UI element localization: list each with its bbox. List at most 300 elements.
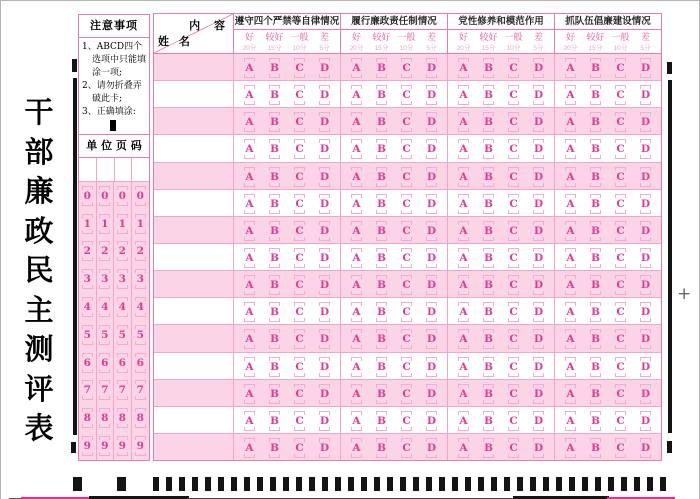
option-bubble-A[interactable]: A (352, 252, 361, 265)
option-bubble-B[interactable]: B (270, 197, 279, 210)
option-bubble-D[interactable]: D (640, 197, 651, 210)
option-bubble-B[interactable]: B (591, 170, 600, 183)
digit-bubble-5[interactable]: 5 (101, 328, 109, 341)
option-bubble-C[interactable]: C (616, 360, 625, 373)
option-bubble-B[interactable]: B (591, 414, 600, 427)
unit-page-write-cell[interactable] (79, 158, 97, 181)
option-bubble-D[interactable]: D (533, 116, 544, 129)
option-bubble-D[interactable]: D (426, 442, 437, 455)
option-bubble-D[interactable]: D (426, 224, 437, 237)
option-bubble-B[interactable]: B (270, 360, 279, 373)
option-bubble-C[interactable]: C (509, 224, 518, 237)
option-bubble-A[interactable]: A (459, 333, 468, 346)
option-bubble-A[interactable]: A (352, 89, 361, 102)
option-bubble-C[interactable]: C (295, 333, 304, 346)
option-bubble-A[interactable]: A (459, 116, 468, 129)
option-bubble-D[interactable]: D (640, 442, 651, 455)
option-bubble-A[interactable]: A (245, 252, 254, 265)
option-bubble-C[interactable]: C (509, 333, 518, 346)
option-bubble-C[interactable]: C (616, 414, 625, 427)
option-bubble-B[interactable]: B (377, 414, 386, 427)
option-bubble-B[interactable]: B (591, 89, 600, 102)
option-bubble-A[interactable]: A (352, 116, 361, 129)
option-bubble-B[interactable]: B (377, 224, 386, 237)
option-bubble-A[interactable]: A (566, 442, 575, 455)
option-bubble-B[interactable]: B (270, 89, 279, 102)
option-bubble-B[interactable]: B (484, 306, 493, 319)
option-bubble-A[interactable]: A (566, 224, 575, 237)
option-bubble-B[interactable]: B (270, 333, 279, 346)
option-bubble-A[interactable]: A (245, 442, 254, 455)
option-bubble-C[interactable]: C (402, 143, 411, 156)
option-bubble-B[interactable]: B (270, 306, 279, 319)
option-bubble-C[interactable]: C (295, 306, 304, 319)
option-bubble-A[interactable]: A (459, 224, 468, 237)
option-bubble-D[interactable]: D (640, 89, 651, 102)
option-bubble-A[interactable]: A (245, 197, 254, 210)
digit-bubble-4[interactable]: 4 (118, 301, 126, 314)
option-bubble-A[interactable]: A (459, 279, 468, 292)
option-bubble-A[interactable]: A (566, 252, 575, 265)
option-bubble-D[interactable]: D (640, 414, 651, 427)
option-bubble-B[interactable]: B (484, 333, 493, 346)
option-bubble-A[interactable]: A (352, 306, 361, 319)
option-bubble-C[interactable]: C (509, 143, 518, 156)
option-bubble-A[interactable]: A (245, 333, 254, 346)
name-input-cell[interactable] (154, 135, 234, 161)
option-bubble-A[interactable]: A (245, 143, 254, 156)
option-bubble-D[interactable]: D (319, 442, 330, 455)
name-input-cell[interactable] (154, 81, 234, 107)
option-bubble-D[interactable]: D (533, 333, 544, 346)
option-bubble-B[interactable]: B (591, 360, 600, 373)
name-input-cell[interactable] (154, 380, 234, 406)
digit-bubble-4[interactable]: 4 (83, 301, 91, 314)
option-bubble-B[interactable]: B (484, 197, 493, 210)
option-bubble-D[interactable]: D (319, 306, 330, 319)
option-bubble-B[interactable]: B (484, 62, 493, 75)
digit-bubble-9[interactable]: 9 (83, 440, 91, 453)
option-bubble-C[interactable]: C (616, 143, 625, 156)
digit-bubble-2[interactable]: 2 (101, 245, 109, 258)
option-bubble-C[interactable]: C (616, 197, 625, 210)
option-bubble-C[interactable]: C (402, 116, 411, 129)
digit-bubble-6[interactable]: 6 (101, 356, 109, 369)
option-bubble-A[interactable]: A (352, 62, 361, 75)
option-bubble-D[interactable]: D (426, 333, 437, 346)
option-bubble-A[interactable]: A (459, 306, 468, 319)
digit-bubble-7[interactable]: 7 (83, 384, 91, 397)
option-bubble-D[interactable]: D (640, 387, 651, 400)
option-bubble-A[interactable]: A (459, 89, 468, 102)
option-bubble-C[interactable]: C (509, 360, 518, 373)
option-bubble-D[interactable]: D (319, 170, 330, 183)
option-bubble-D[interactable]: D (640, 62, 651, 75)
option-bubble-D[interactable]: D (640, 360, 651, 373)
option-bubble-A[interactable]: A (352, 170, 361, 183)
digit-bubble-8[interactable]: 8 (136, 412, 144, 425)
option-bubble-A[interactable]: A (566, 279, 575, 292)
option-bubble-D[interactable]: D (533, 387, 544, 400)
digit-bubble-0[interactable]: 0 (136, 189, 144, 202)
option-bubble-C[interactable]: C (616, 170, 625, 183)
option-bubble-A[interactable]: A (245, 62, 254, 75)
option-bubble-B[interactable]: B (270, 387, 279, 400)
option-bubble-B[interactable]: B (484, 414, 493, 427)
option-bubble-C[interactable]: C (509, 62, 518, 75)
option-bubble-A[interactable]: A (352, 224, 361, 237)
option-bubble-A[interactable]: A (566, 116, 575, 129)
option-bubble-B[interactable]: B (484, 387, 493, 400)
option-bubble-A[interactable]: A (245, 116, 254, 129)
option-bubble-D[interactable]: D (426, 89, 437, 102)
option-bubble-B[interactable]: B (484, 89, 493, 102)
option-bubble-B[interactable]: B (270, 170, 279, 183)
option-bubble-C[interactable]: C (402, 252, 411, 265)
option-bubble-D[interactable]: D (426, 143, 437, 156)
option-bubble-C[interactable]: C (295, 224, 304, 237)
option-bubble-D[interactable]: D (319, 387, 330, 400)
option-bubble-D[interactable]: D (533, 197, 544, 210)
option-bubble-A[interactable]: A (352, 387, 361, 400)
option-bubble-C[interactable]: C (616, 116, 625, 129)
option-bubble-D[interactable]: D (640, 333, 651, 346)
option-bubble-B[interactable]: B (270, 252, 279, 265)
option-bubble-A[interactable]: A (566, 143, 575, 156)
unit-page-write-cell[interactable] (132, 158, 149, 181)
option-bubble-A[interactable]: A (459, 360, 468, 373)
option-bubble-D[interactable]: D (640, 224, 651, 237)
digit-bubble-1[interactable]: 1 (136, 217, 144, 230)
option-bubble-C[interactable]: C (295, 387, 304, 400)
option-bubble-D[interactable]: D (533, 89, 544, 102)
option-bubble-C[interactable]: C (616, 89, 625, 102)
option-bubble-B[interactable]: B (591, 62, 600, 75)
option-bubble-D[interactable]: D (533, 442, 544, 455)
digit-bubble-3[interactable]: 3 (101, 273, 109, 286)
option-bubble-A[interactable]: A (459, 387, 468, 400)
option-bubble-B[interactable]: B (377, 62, 386, 75)
option-bubble-D[interactable]: D (533, 252, 544, 265)
option-bubble-C[interactable]: C (616, 279, 625, 292)
option-bubble-B[interactable]: B (377, 360, 386, 373)
option-bubble-D[interactable]: D (319, 252, 330, 265)
option-bubble-D[interactable]: D (640, 170, 651, 183)
unit-page-write-cell[interactable] (97, 158, 115, 181)
digit-bubble-7[interactable]: 7 (136, 384, 144, 397)
option-bubble-B[interactable]: B (591, 224, 600, 237)
option-bubble-A[interactable]: A (245, 387, 254, 400)
digit-bubble-7[interactable]: 7 (118, 384, 126, 397)
option-bubble-B[interactable]: B (270, 442, 279, 455)
option-bubble-B[interactable]: B (591, 116, 600, 129)
option-bubble-D[interactable]: D (533, 62, 544, 75)
unit-page-write-cell[interactable] (115, 158, 133, 181)
option-bubble-A[interactable]: A (566, 89, 575, 102)
option-bubble-C[interactable]: C (295, 442, 304, 455)
option-bubble-D[interactable]: D (640, 306, 651, 319)
option-bubble-D[interactable]: D (640, 116, 651, 129)
option-bubble-C[interactable]: C (402, 387, 411, 400)
name-input-cell[interactable] (154, 325, 234, 351)
name-input-cell[interactable] (154, 244, 234, 270)
option-bubble-A[interactable]: A (352, 279, 361, 292)
option-bubble-C[interactable]: C (509, 387, 518, 400)
option-bubble-A[interactable]: A (352, 414, 361, 427)
option-bubble-A[interactable]: A (459, 62, 468, 75)
option-bubble-A[interactable]: A (566, 306, 575, 319)
option-bubble-D[interactable]: D (426, 62, 437, 75)
option-bubble-B[interactable]: B (377, 333, 386, 346)
option-bubble-A[interactable]: A (459, 414, 468, 427)
option-bubble-D[interactable]: D (533, 306, 544, 319)
option-bubble-C[interactable]: C (402, 360, 411, 373)
option-bubble-A[interactable]: A (352, 442, 361, 455)
option-bubble-C[interactable]: C (295, 62, 304, 75)
option-bubble-A[interactable]: A (459, 170, 468, 183)
option-bubble-C[interactable]: C (509, 279, 518, 292)
option-bubble-B[interactable]: B (484, 279, 493, 292)
option-bubble-D[interactable]: D (426, 279, 437, 292)
option-bubble-A[interactable]: A (245, 224, 254, 237)
digit-bubble-6[interactable]: 6 (136, 356, 144, 369)
option-bubble-A[interactable]: A (459, 252, 468, 265)
option-bubble-A[interactable]: A (352, 333, 361, 346)
option-bubble-C[interactable]: C (295, 279, 304, 292)
option-bubble-C[interactable]: C (295, 360, 304, 373)
digit-bubble-9[interactable]: 9 (118, 440, 126, 453)
option-bubble-B[interactable]: B (484, 224, 493, 237)
digit-bubble-8[interactable]: 8 (101, 412, 109, 425)
option-bubble-D[interactable]: D (319, 116, 330, 129)
option-bubble-B[interactable]: B (270, 62, 279, 75)
option-bubble-A[interactable]: A (566, 414, 575, 427)
digit-bubble-5[interactable]: 5 (136, 328, 144, 341)
name-input-cell[interactable] (154, 163, 234, 189)
option-bubble-B[interactable]: B (484, 116, 493, 129)
option-bubble-C[interactable]: C (402, 333, 411, 346)
name-input-cell[interactable] (154, 407, 234, 433)
option-bubble-B[interactable]: B (270, 143, 279, 156)
option-bubble-B[interactable]: B (591, 333, 600, 346)
option-bubble-C[interactable]: C (509, 252, 518, 265)
digit-bubble-3[interactable]: 3 (136, 273, 144, 286)
option-bubble-C[interactable]: C (616, 224, 625, 237)
option-bubble-A[interactable]: A (566, 197, 575, 210)
option-bubble-D[interactable]: D (426, 170, 437, 183)
option-bubble-C[interactable]: C (616, 387, 625, 400)
digit-bubble-4[interactable]: 4 (101, 301, 109, 314)
option-bubble-D[interactable]: D (426, 197, 437, 210)
option-bubble-D[interactable]: D (426, 360, 437, 373)
option-bubble-D[interactable]: D (319, 414, 330, 427)
option-bubble-A[interactable]: A (245, 279, 254, 292)
option-bubble-A[interactable]: A (245, 360, 254, 373)
option-bubble-B[interactable]: B (591, 143, 600, 156)
option-bubble-B[interactable]: B (591, 197, 600, 210)
option-bubble-C[interactable]: C (616, 333, 625, 346)
option-bubble-B[interactable]: B (484, 360, 493, 373)
digit-bubble-8[interactable]: 8 (118, 412, 126, 425)
option-bubble-B[interactable]: B (377, 170, 386, 183)
digit-bubble-3[interactable]: 3 (83, 273, 91, 286)
option-bubble-C[interactable]: C (616, 252, 625, 265)
option-bubble-C[interactable]: C (402, 62, 411, 75)
digit-bubble-1[interactable]: 1 (101, 217, 109, 230)
digit-bubble-3[interactable]: 3 (118, 273, 126, 286)
option-bubble-A[interactable]: A (352, 197, 361, 210)
option-bubble-D[interactable]: D (533, 224, 544, 237)
option-bubble-B[interactable]: B (270, 116, 279, 129)
option-bubble-B[interactable]: B (591, 442, 600, 455)
option-bubble-A[interactable]: A (566, 333, 575, 346)
option-bubble-B[interactable]: B (484, 143, 493, 156)
name-input-cell[interactable] (154, 108, 234, 134)
option-bubble-B[interactable]: B (484, 442, 493, 455)
option-bubble-B[interactable]: B (377, 143, 386, 156)
option-bubble-A[interactable]: A (352, 360, 361, 373)
digit-bubble-7[interactable]: 7 (101, 384, 109, 397)
digit-bubble-2[interactable]: 2 (118, 245, 126, 258)
option-bubble-B[interactable]: B (377, 442, 386, 455)
option-bubble-B[interactable]: B (377, 116, 386, 129)
option-bubble-C[interactable]: C (402, 170, 411, 183)
digit-bubble-4[interactable]: 4 (136, 301, 144, 314)
name-input-cell[interactable] (154, 434, 234, 460)
option-bubble-B[interactable]: B (270, 279, 279, 292)
option-bubble-B[interactable]: B (591, 387, 600, 400)
option-bubble-B[interactable]: B (591, 279, 600, 292)
option-bubble-A[interactable]: A (459, 143, 468, 156)
option-bubble-C[interactable]: C (402, 279, 411, 292)
option-bubble-A[interactable]: A (459, 197, 468, 210)
digit-bubble-6[interactable]: 6 (83, 356, 91, 369)
option-bubble-C[interactable]: C (402, 414, 411, 427)
option-bubble-D[interactable]: D (319, 333, 330, 346)
digit-bubble-6[interactable]: 6 (118, 356, 126, 369)
option-bubble-B[interactable]: B (484, 170, 493, 183)
option-bubble-D[interactable]: D (319, 197, 330, 210)
option-bubble-C[interactable]: C (616, 62, 625, 75)
option-bubble-B[interactable]: B (377, 306, 386, 319)
option-bubble-D[interactable]: D (533, 279, 544, 292)
option-bubble-D[interactable]: D (533, 143, 544, 156)
option-bubble-C[interactable]: C (509, 442, 518, 455)
option-bubble-D[interactable]: D (640, 252, 651, 265)
option-bubble-C[interactable]: C (295, 414, 304, 427)
option-bubble-D[interactable]: D (426, 306, 437, 319)
option-bubble-C[interactable]: C (616, 306, 625, 319)
option-bubble-B[interactable]: B (377, 279, 386, 292)
option-bubble-B[interactable]: B (377, 252, 386, 265)
option-bubble-C[interactable]: C (295, 252, 304, 265)
option-bubble-B[interactable]: B (591, 306, 600, 319)
option-bubble-A[interactable]: A (352, 143, 361, 156)
option-bubble-D[interactable]: D (319, 89, 330, 102)
option-bubble-D[interactable]: D (533, 360, 544, 373)
name-input-cell[interactable] (154, 353, 234, 379)
option-bubble-D[interactable]: D (319, 62, 330, 75)
digit-bubble-9[interactable]: 9 (136, 440, 144, 453)
digit-bubble-2[interactable]: 2 (83, 245, 91, 258)
option-bubble-A[interactable]: A (245, 89, 254, 102)
option-bubble-C[interactable]: C (509, 306, 518, 319)
digit-bubble-5[interactable]: 5 (118, 328, 126, 341)
option-bubble-D[interactable]: D (319, 224, 330, 237)
digit-bubble-0[interactable]: 0 (101, 189, 109, 202)
digit-bubble-2[interactable]: 2 (136, 245, 144, 258)
option-bubble-C[interactable]: C (295, 89, 304, 102)
option-bubble-C[interactable]: C (402, 197, 411, 210)
option-bubble-B[interactable]: B (377, 197, 386, 210)
name-input-cell[interactable] (154, 271, 234, 297)
option-bubble-D[interactable]: D (533, 170, 544, 183)
option-bubble-C[interactable]: C (509, 197, 518, 210)
option-bubble-C[interactable]: C (402, 224, 411, 237)
option-bubble-B[interactable]: B (591, 252, 600, 265)
digit-bubble-5[interactable]: 5 (83, 328, 91, 341)
option-bubble-A[interactable]: A (566, 170, 575, 183)
digit-bubble-8[interactable]: 8 (83, 412, 91, 425)
option-bubble-A[interactable]: A (566, 360, 575, 373)
option-bubble-D[interactable]: D (319, 143, 330, 156)
option-bubble-D[interactable]: D (640, 143, 651, 156)
digit-bubble-1[interactable]: 1 (83, 217, 91, 230)
option-bubble-C[interactable]: C (509, 414, 518, 427)
option-bubble-B[interactable]: B (484, 252, 493, 265)
name-input-cell[interactable] (154, 298, 234, 324)
option-bubble-D[interactable]: D (426, 252, 437, 265)
option-bubble-B[interactable]: B (270, 414, 279, 427)
option-bubble-D[interactable]: D (426, 414, 437, 427)
option-bubble-A[interactable]: A (245, 306, 254, 319)
option-bubble-B[interactable]: B (377, 387, 386, 400)
option-bubble-A[interactable]: A (566, 62, 575, 75)
option-bubble-C[interactable]: C (509, 89, 518, 102)
option-bubble-C[interactable]: C (295, 116, 304, 129)
option-bubble-A[interactable]: A (245, 170, 254, 183)
name-input-cell[interactable] (154, 54, 234, 80)
option-bubble-C[interactable]: C (402, 306, 411, 319)
option-bubble-B[interactable]: B (270, 224, 279, 237)
option-bubble-D[interactable]: D (640, 279, 651, 292)
option-bubble-C[interactable]: C (295, 197, 304, 210)
option-bubble-D[interactable]: D (426, 116, 437, 129)
option-bubble-C[interactable]: C (509, 116, 518, 129)
digit-bubble-0[interactable]: 0 (83, 189, 91, 202)
option-bubble-C[interactable]: C (295, 170, 304, 183)
unit-page-write-row[interactable] (79, 158, 149, 182)
name-input-cell[interactable] (154, 190, 234, 216)
option-bubble-C[interactable]: C (402, 442, 411, 455)
option-bubble-D[interactable]: D (319, 279, 330, 292)
name-input-cell[interactable] (154, 217, 234, 243)
option-bubble-A[interactable]: A (459, 442, 468, 455)
digit-bubble-0[interactable]: 0 (118, 189, 126, 202)
option-bubble-A[interactable]: A (566, 387, 575, 400)
option-bubble-D[interactable]: D (319, 360, 330, 373)
option-bubble-C[interactable]: C (402, 89, 411, 102)
digit-bubble-1[interactable]: 1 (118, 217, 126, 230)
option-bubble-B[interactable]: B (377, 89, 386, 102)
option-bubble-D[interactable]: D (533, 414, 544, 427)
option-bubble-C[interactable]: C (509, 170, 518, 183)
option-bubble-C[interactable]: C (295, 143, 304, 156)
option-bubble-D[interactable]: D (426, 387, 437, 400)
option-bubble-C[interactable]: C (616, 442, 625, 455)
digit-bubble-9[interactable]: 9 (101, 440, 109, 453)
option-bubble-A[interactable]: A (245, 414, 254, 427)
